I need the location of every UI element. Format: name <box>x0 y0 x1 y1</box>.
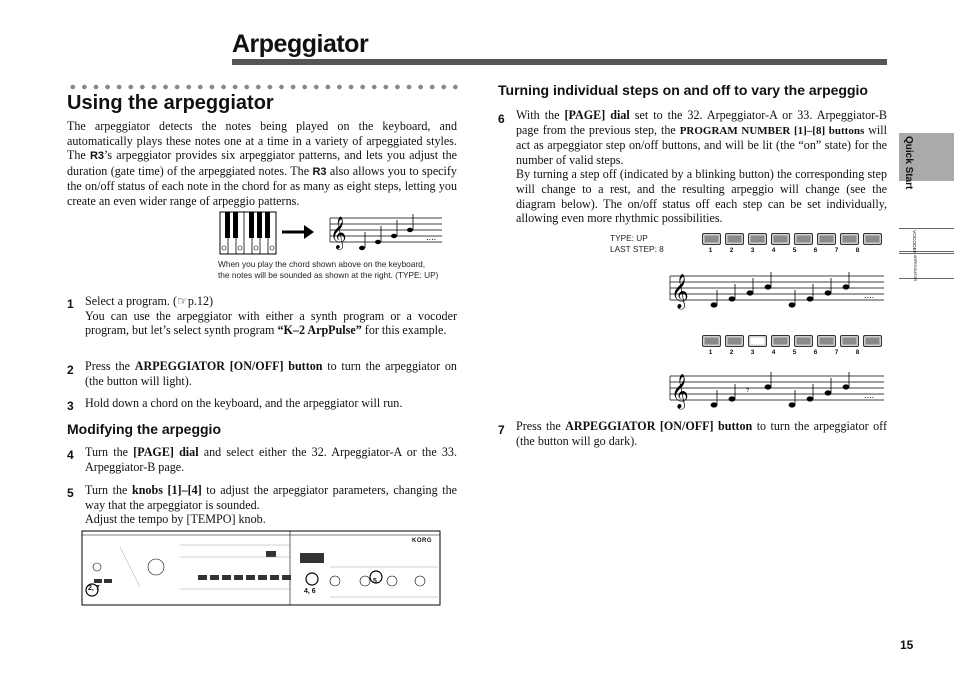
section-heading: Using the arpeggiator <box>67 92 274 114</box>
step-number-4: 4 <box>67 448 74 462</box>
step-button-5[interactable] <box>794 335 813 347</box>
step-number-label: 7 <box>834 349 839 356</box>
step-number-label: 5 <box>792 247 797 254</box>
step-number-label: 2 <box>729 349 734 356</box>
step-button-1[interactable] <box>702 335 721 347</box>
page-title: Arpeggiator <box>232 30 369 58</box>
step-number-2: 2 <box>67 363 74 377</box>
svg-text:....: .... <box>426 233 437 242</box>
diagram-labels: TYPE: UP LAST STEP: 8 <box>610 233 664 254</box>
step-number-label: 4 <box>771 349 776 356</box>
sub-heading-steps: Turning individual steps on and off to vary the arpeggio <box>498 82 868 98</box>
step-button-6[interactable] <box>817 335 836 347</box>
step-button-6[interactable] <box>817 233 836 245</box>
treble-clef-icon: 𝄞 <box>671 274 689 309</box>
step-numbers-row-1 <box>700 247 868 254</box>
title-rule <box>232 59 887 65</box>
sidebar-tab-quick-start-label: Quick Start <box>903 136 914 190</box>
step-buttons-row-2 <box>702 335 882 347</box>
step-number-label: 8 <box>855 349 860 356</box>
intro-paragraph: The arpeggiator detects the notes being played on the keyboard, and automatically plays these notes one at a time in a variety of arpeggiated styles. The R3’s arpeggiator provides six arpeggiator patterns, and lets you adjust the duration (gate time) of the arpeggiated notes. The R3 also allows you to specify the on/off status of each note in the chord for as many as eight steps, letting you create an even wider range of arpeggio patterns. <box>67 119 457 208</box>
step-number-label: 3 <box>750 247 755 254</box>
rest-icon: 𝄾 <box>746 383 750 398</box>
panel-callout-4-6: 4, 6 <box>304 588 316 595</box>
sub-heading-modifying: Modifying the arpeggio <box>67 421 221 437</box>
arrow-right-icon <box>282 225 314 239</box>
step-number-label: 6 <box>813 247 818 254</box>
step-number-label: 2 <box>729 247 734 254</box>
arpeggio-staff-2 <box>668 368 888 410</box>
step-button-8[interactable] <box>863 233 882 245</box>
step-number-1: 1 <box>67 297 74 311</box>
step-number-label: 1 <box>708 349 713 356</box>
step-5-text: Turn the knobs [1]–[4] to adjust the arpeggiator parameters, changing the way that the arpeggiator is sounded. Adjust the tempo by [TEMPO] knob. <box>85 483 457 527</box>
page-number: 15 <box>900 638 914 652</box>
treble-clef-icon: 𝄞 <box>671 374 689 409</box>
step-number-6: 6 <box>498 112 505 126</box>
step-number-label: 8 <box>855 247 860 254</box>
step-6-text: With the [PAGE] dial set to the 32. Arpeggiator-A or 33. Arpeggiator-B page from the previous step, the PROGRAM NUMBER [1]–[8] buttons will act as arpeggiator step on/off buttons, and will be lit (the “on” state) for the number of valid steps. By turning a step off (indicated by a blinking button) the corresponding step will change to a rest, and the resulting arpeggio will change (see the diagram below). The on/off status off each step can be set individually, allowing even more rhythmic possibilities. <box>516 108 888 226</box>
keyboard-arpeggio-figure <box>220 212 450 258</box>
step-4-text: Turn the [PAGE] dial and select either the 32. Arpeggiator-A or the 33. Arpeggiator-B page. <box>85 445 457 474</box>
step-button-3[interactable] <box>748 233 767 245</box>
step-button-4[interactable] <box>771 233 790 245</box>
panel-callout-2-7: 2, 7 <box>88 585 100 592</box>
step-3-text: Hold down a chord on the keyboard, and the arpeggiator will run. <box>85 396 403 410</box>
korg-logo: KORG <box>412 538 432 544</box>
step-buttons-row-1 <box>702 233 882 245</box>
sidebar-tab-vocoder[interactable]: VOCODER <box>899 228 954 252</box>
step-button-4[interactable] <box>771 335 790 347</box>
step-button-5[interactable] <box>794 233 813 245</box>
keyboard-illustration <box>220 212 276 254</box>
step-button-2[interactable] <box>725 233 744 245</box>
step-numbers-row-2 <box>700 349 868 356</box>
step-number-7: 7 <box>498 423 505 437</box>
step-number-label: 7 <box>834 247 839 254</box>
step-button-7[interactable] <box>840 233 859 245</box>
step-button-8[interactable] <box>863 335 882 347</box>
step-number-label: 1 <box>708 247 713 254</box>
step-number-3: 3 <box>67 399 74 413</box>
svg-text:....: .... <box>864 291 875 300</box>
dotted-rule <box>67 84 459 90</box>
step-number-label: 3 <box>750 349 755 356</box>
step-button-7[interactable] <box>840 335 859 347</box>
step-1-text: Select a program. (☞p.12) You can use the arpeggiator with either a synth program or a vocoder program, but let’s select synth program “K–2 ArpPulse” for this example. <box>85 294 457 338</box>
svg-text:....: .... <box>864 391 875 400</box>
step-2-text: Press the ARPEGGIATOR [ON/OFF] button to turn the arpeggiator on (the button will light). <box>85 359 457 388</box>
front-panel-illustration <box>80 527 442 607</box>
step-number-label: 4 <box>771 247 776 254</box>
step-button-1[interactable] <box>702 233 721 245</box>
panel-callout-5: 5 <box>373 578 377 585</box>
step-button-3[interactable] <box>748 335 767 347</box>
step-button-2[interactable] <box>725 335 744 347</box>
step-7-text: Press the ARPEGGIATOR [ON/OFF] button to turn the arpeggiator off (the button will go dark). <box>516 419 887 448</box>
step-number-5: 5 <box>67 486 74 500</box>
step-number-label: 6 <box>813 349 818 356</box>
figure-caption: When you play the chord shown above on the keyboard, the notes will be sounded as shown at the right. (TYPE: UP) <box>218 259 439 280</box>
treble-clef-icon: 𝄞 <box>330 216 347 249</box>
step-number-label: 5 <box>792 349 797 356</box>
arpeggio-staff-1 <box>668 268 888 310</box>
sidebar-tab-arpeggiator[interactable]: ARPEGGIATOR <box>899 253 954 279</box>
